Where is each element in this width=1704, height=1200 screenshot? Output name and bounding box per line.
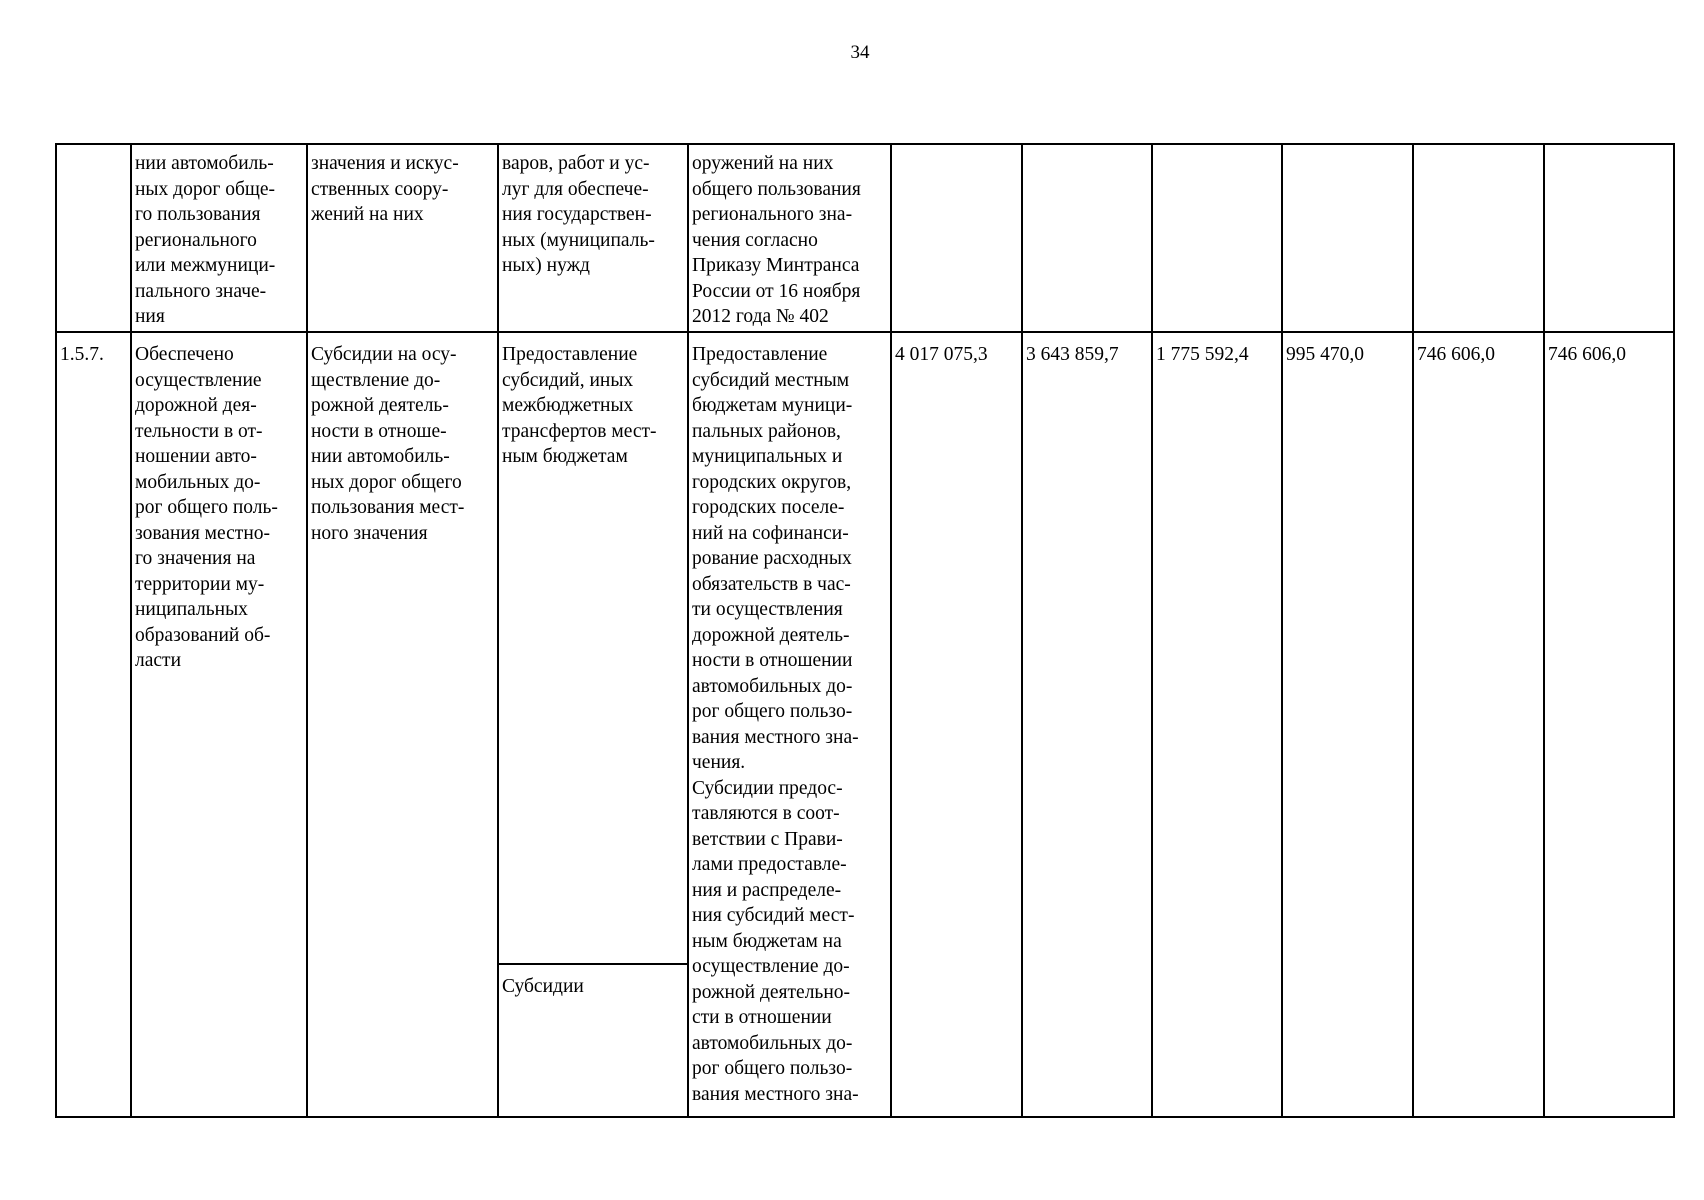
- cont-cell-instrument: варов, работ и ус- луг для обеспече- ния государствен- ных (муниципаль- ных) нужд: [502, 153, 655, 276]
- budget-table: [55, 143, 1675, 1118]
- row-number: 1.5.7.: [60, 344, 104, 365]
- row-instrument-2: Субсидии: [502, 976, 584, 997]
- value-cell: 746 606,0: [1417, 344, 1495, 365]
- cont-cell-description: оружений на них общего пользования регионального зна- чения согласно Приказу Минтранса России от 16 ноября 2012 года № 402: [692, 153, 861, 327]
- col-border: [1021, 143, 1023, 1118]
- row-result: Обеспечено осуществление дорожной дея- тельности в от- ношении авто- мобильных до- рог общего поль- зования местно- го значения на территории му- ниципальных образований об- ласти: [135, 344, 278, 671]
- col-border: [1151, 143, 1153, 1118]
- cont-cell-measure: значения и искус- ственных соору- жений на них: [311, 153, 459, 225]
- value-cell: 1 775 592,4: [1156, 344, 1249, 365]
- value-cell: 995 470,0: [1286, 344, 1364, 365]
- col-border: [1281, 143, 1283, 1118]
- table-border-bottom: [55, 1116, 1675, 1118]
- row-instrument-1: Предоставление субсидий, иных межбюджетных трансфертов мест- ным бюджетам: [502, 344, 657, 467]
- page-number: 34: [850, 42, 870, 63]
- col-border: [1543, 143, 1545, 1118]
- cont-cell-result: нии автомобиль- ных дорог обще- го пользования регионального или межмуници- пального значе- ния: [135, 153, 276, 327]
- value-cell: 3 643 859,7: [1026, 344, 1119, 365]
- row-measure: Субсидии на осу- ществление до- рожной деятель- ности в отноше- нии автомобиль- ных дорог общего пользования мест- ного значения: [311, 344, 465, 544]
- col-border: [1673, 143, 1675, 1118]
- value-cell: 4 017 075,3: [895, 344, 988, 365]
- col-border: [890, 143, 892, 1118]
- value-cell: 746 606,0: [1548, 344, 1626, 365]
- col-border: [1412, 143, 1414, 1118]
- row-description: Предоставление субсидий местным бюджетам муници- пальных районов, муниципальных и городских округов, городских поселе- ний на софинанси- рование расходных обязательств в час- ти осуществления дорожной деятель- ности в отношении автомобильных до- рог общего пользо- вания местного зна- чения. Субсидии предос- тавляются в соот- ветствии с Прави- лами предоставле- ния и распределе- ния субсидий мест- ным бюджетам на осуществление до- рожной деятельно- сти в отношении автомобильных до- рог общего пользо- вания местного зна-: [692, 344, 859, 1105]
